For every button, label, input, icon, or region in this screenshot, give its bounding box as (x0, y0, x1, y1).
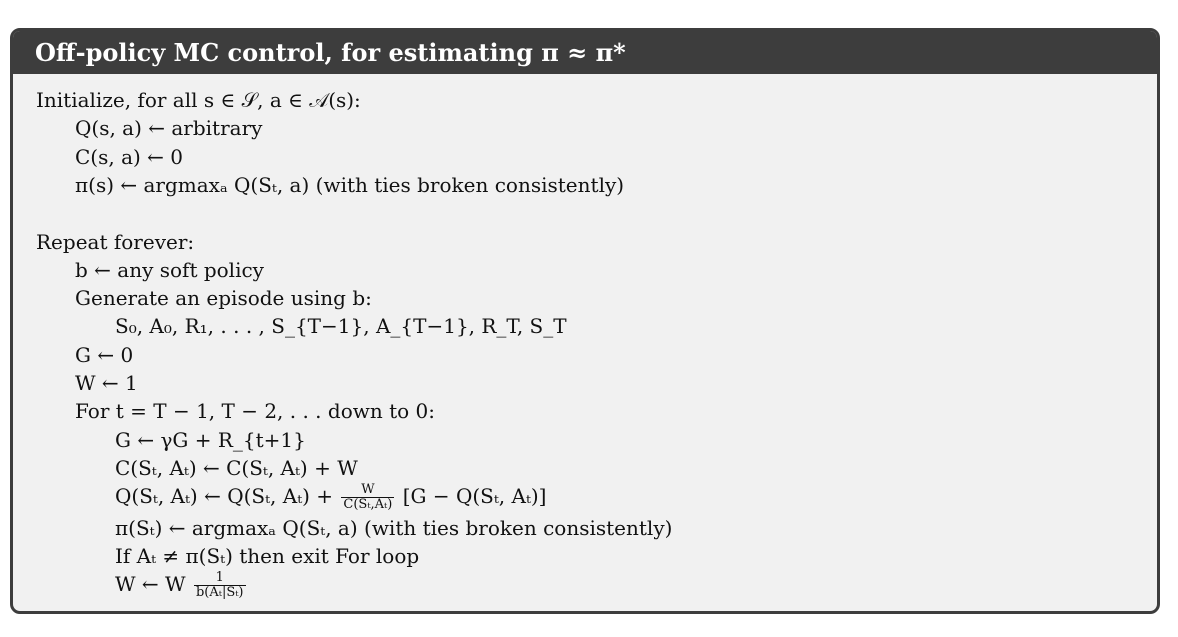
g-init-line: G ← 0 (75, 343, 134, 367)
q-update-lhs: Q(Sₜ, Aₜ) ← Q(Sₜ, Aₜ) + (115, 484, 334, 508)
pi-update-line: π(Sₜ) ← argmaxₐ Q(Sₜ, a) (with ties broken consistently) (115, 516, 673, 540)
q-init-line: Q(s, a) ← arbitrary (75, 116, 263, 140)
q-update-denominator: C(Sₜ,Aₜ) (343, 497, 393, 512)
w-update-numerator: 1 (215, 570, 224, 585)
init-line: Initialize, for all s ∈ 𝒮, a ∈ 𝒜(s): (36, 88, 361, 112)
q-update-numerator: W (361, 482, 375, 497)
q-update-rhs: [G − Q(Sₜ, Aₜ)] (402, 484, 547, 508)
b-soft-line: b ← any soft policy (75, 258, 264, 282)
algorithm-title: Off-policy MC control, for estimating π ≈ π* (13, 31, 1157, 74)
repeat-line: Repeat forever: (36, 230, 195, 254)
w-update-fraction (194, 571, 246, 600)
algorithm-box (10, 28, 1160, 614)
c-update-line: C(Sₜ, Aₜ) ← C(Sₜ, Aₜ) + W (115, 456, 358, 480)
episode-sequence-line: S₀, A₀, R₁, . . . , S_{T−1}, A_{T−1}, R_T, S_T (115, 314, 567, 338)
q-update-line (115, 482, 546, 510)
w-update-lhs: W ← W (115, 572, 186, 596)
q-update-fraction (341, 483, 394, 512)
generate-episode-line: Generate an episode using b: (75, 286, 372, 310)
w-update-denominator: b(Aₜ|Sₜ) (195, 585, 244, 600)
pi-init-line: π(s) ← argmaxₐ Q(Sₜ, a) (with ties broken consistently) (75, 173, 625, 197)
w-update-line (115, 570, 248, 598)
exit-condition-line: If Aₜ ≠ π(Sₜ) then exit For loop (115, 544, 420, 568)
for-loop-line: For t = T − 1, T − 2, . . . down to 0: (75, 399, 435, 423)
w-init-line: W ← 1 (75, 371, 138, 395)
c-init-line: C(s, a) ← 0 (75, 145, 184, 169)
g-update-line: G ← γG + R_{t+1} (115, 428, 306, 452)
